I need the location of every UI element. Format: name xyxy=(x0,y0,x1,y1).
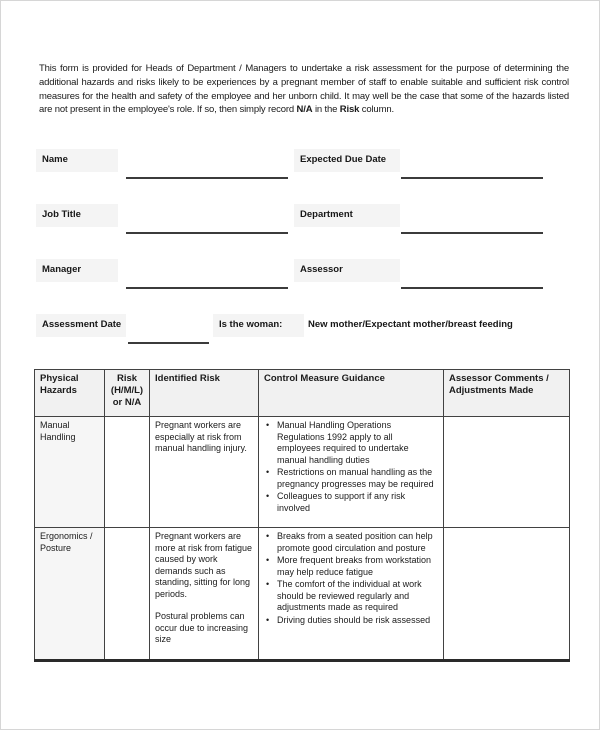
risk-cell[interactable] xyxy=(105,417,150,528)
hazard-cell: Manual Handling xyxy=(35,417,105,528)
intro-text: in the xyxy=(312,104,340,116)
identified-risk-text: Postural problems can occur due to increasing size xyxy=(155,611,249,644)
identified-risk-text: Pregnant workers are especially at risk from manual handling injury. xyxy=(155,420,247,453)
control-measures-list xyxy=(264,531,438,626)
assessor-field-line[interactable] xyxy=(401,287,543,289)
list-item: • Driving duties should be risk assessed xyxy=(264,615,438,627)
name-label: Name xyxy=(36,149,118,172)
job-title-field-line[interactable] xyxy=(126,232,288,234)
hazard-cell: Ergonomics / Posture xyxy=(35,528,105,661)
list-item: • Breaks from a seated position can help promote good circulation and posture xyxy=(264,531,438,554)
intro-bold-na: N/A xyxy=(296,104,313,116)
col-header-control-measure-guidance: Control Measure Guidance xyxy=(259,370,444,417)
col-header-assessor-comments: Assessor Comments / Adjustments Made xyxy=(444,370,570,417)
col-header-physical-hazards: Physical Hazards xyxy=(35,370,105,417)
department-label: Department xyxy=(294,204,400,227)
list-item: • Colleagues to support if any risk involved xyxy=(264,491,438,514)
table-row xyxy=(35,528,570,661)
table-row xyxy=(35,417,570,528)
assessor-label: Assessor xyxy=(294,259,400,282)
table-header-row xyxy=(35,370,570,417)
control-measures-list xyxy=(264,420,438,514)
list-item: • More frequent breaks from workstation may help reduce fatigue xyxy=(264,555,438,578)
col-header-identified-risk: Identified Risk xyxy=(150,370,259,417)
risk-cell[interactable] xyxy=(105,528,150,661)
expected-due-date-field-line[interactable] xyxy=(401,177,543,179)
assessment-date-field-line[interactable] xyxy=(128,342,209,344)
name-field-line[interactable] xyxy=(126,177,288,179)
intro-text: column. xyxy=(359,104,394,116)
intro-paragraph xyxy=(39,62,569,117)
manager-label: Manager xyxy=(36,259,118,282)
identified-risk-cell xyxy=(150,528,259,661)
list-item: • Manual Handling Operations Regulations 1992 apply to all employees required to undertake manual handling duties xyxy=(264,420,438,466)
manager-field-line[interactable] xyxy=(126,287,288,289)
intro-text: This form is provided for Heads of Department / Managers to undertake a risk assessment for the purpose of determining the additional hazards and risks likely to be experiences by a pregnant member of staff to enable suitable and sufficient risk control measures for the health and safety of the employee and her unborn child. It may well be the case that some of the hazards listed are not present in the employee's role. If so, then simply record xyxy=(39,63,569,116)
is-the-woman-value: New mother/Expectant mother/breast feeding xyxy=(308,319,513,330)
assessment-date-label: Assessment Date xyxy=(36,314,126,337)
col-header-risk: Risk (H/M/L) or N/A xyxy=(105,370,150,417)
intro-bold-risk: Risk xyxy=(339,104,360,116)
identified-risk-text: Pregnant workers are more at risk from fatigue caused by work demands such as standing, sitting for long periods. xyxy=(155,531,253,599)
assessor-comments-cell[interactable] xyxy=(444,417,570,528)
control-measures-cell xyxy=(259,417,444,528)
job-title-label: Job Title xyxy=(36,204,118,227)
expected-due-date-label: Expected Due Date xyxy=(294,149,400,172)
list-item: • Restrictions on manual handling as the pregnancy progresses may be required xyxy=(264,467,438,490)
list-item: • The comfort of the individual at work should be reviewed regularly and adjustments made as required xyxy=(264,579,438,614)
identified-risk-cell xyxy=(150,417,259,528)
department-field-line[interactable] xyxy=(401,232,543,234)
risk-assessment-table xyxy=(34,369,570,662)
is-the-woman-label: Is the woman: xyxy=(213,314,304,337)
control-measures-cell xyxy=(259,528,444,661)
assessor-comments-cell[interactable] xyxy=(444,528,570,661)
